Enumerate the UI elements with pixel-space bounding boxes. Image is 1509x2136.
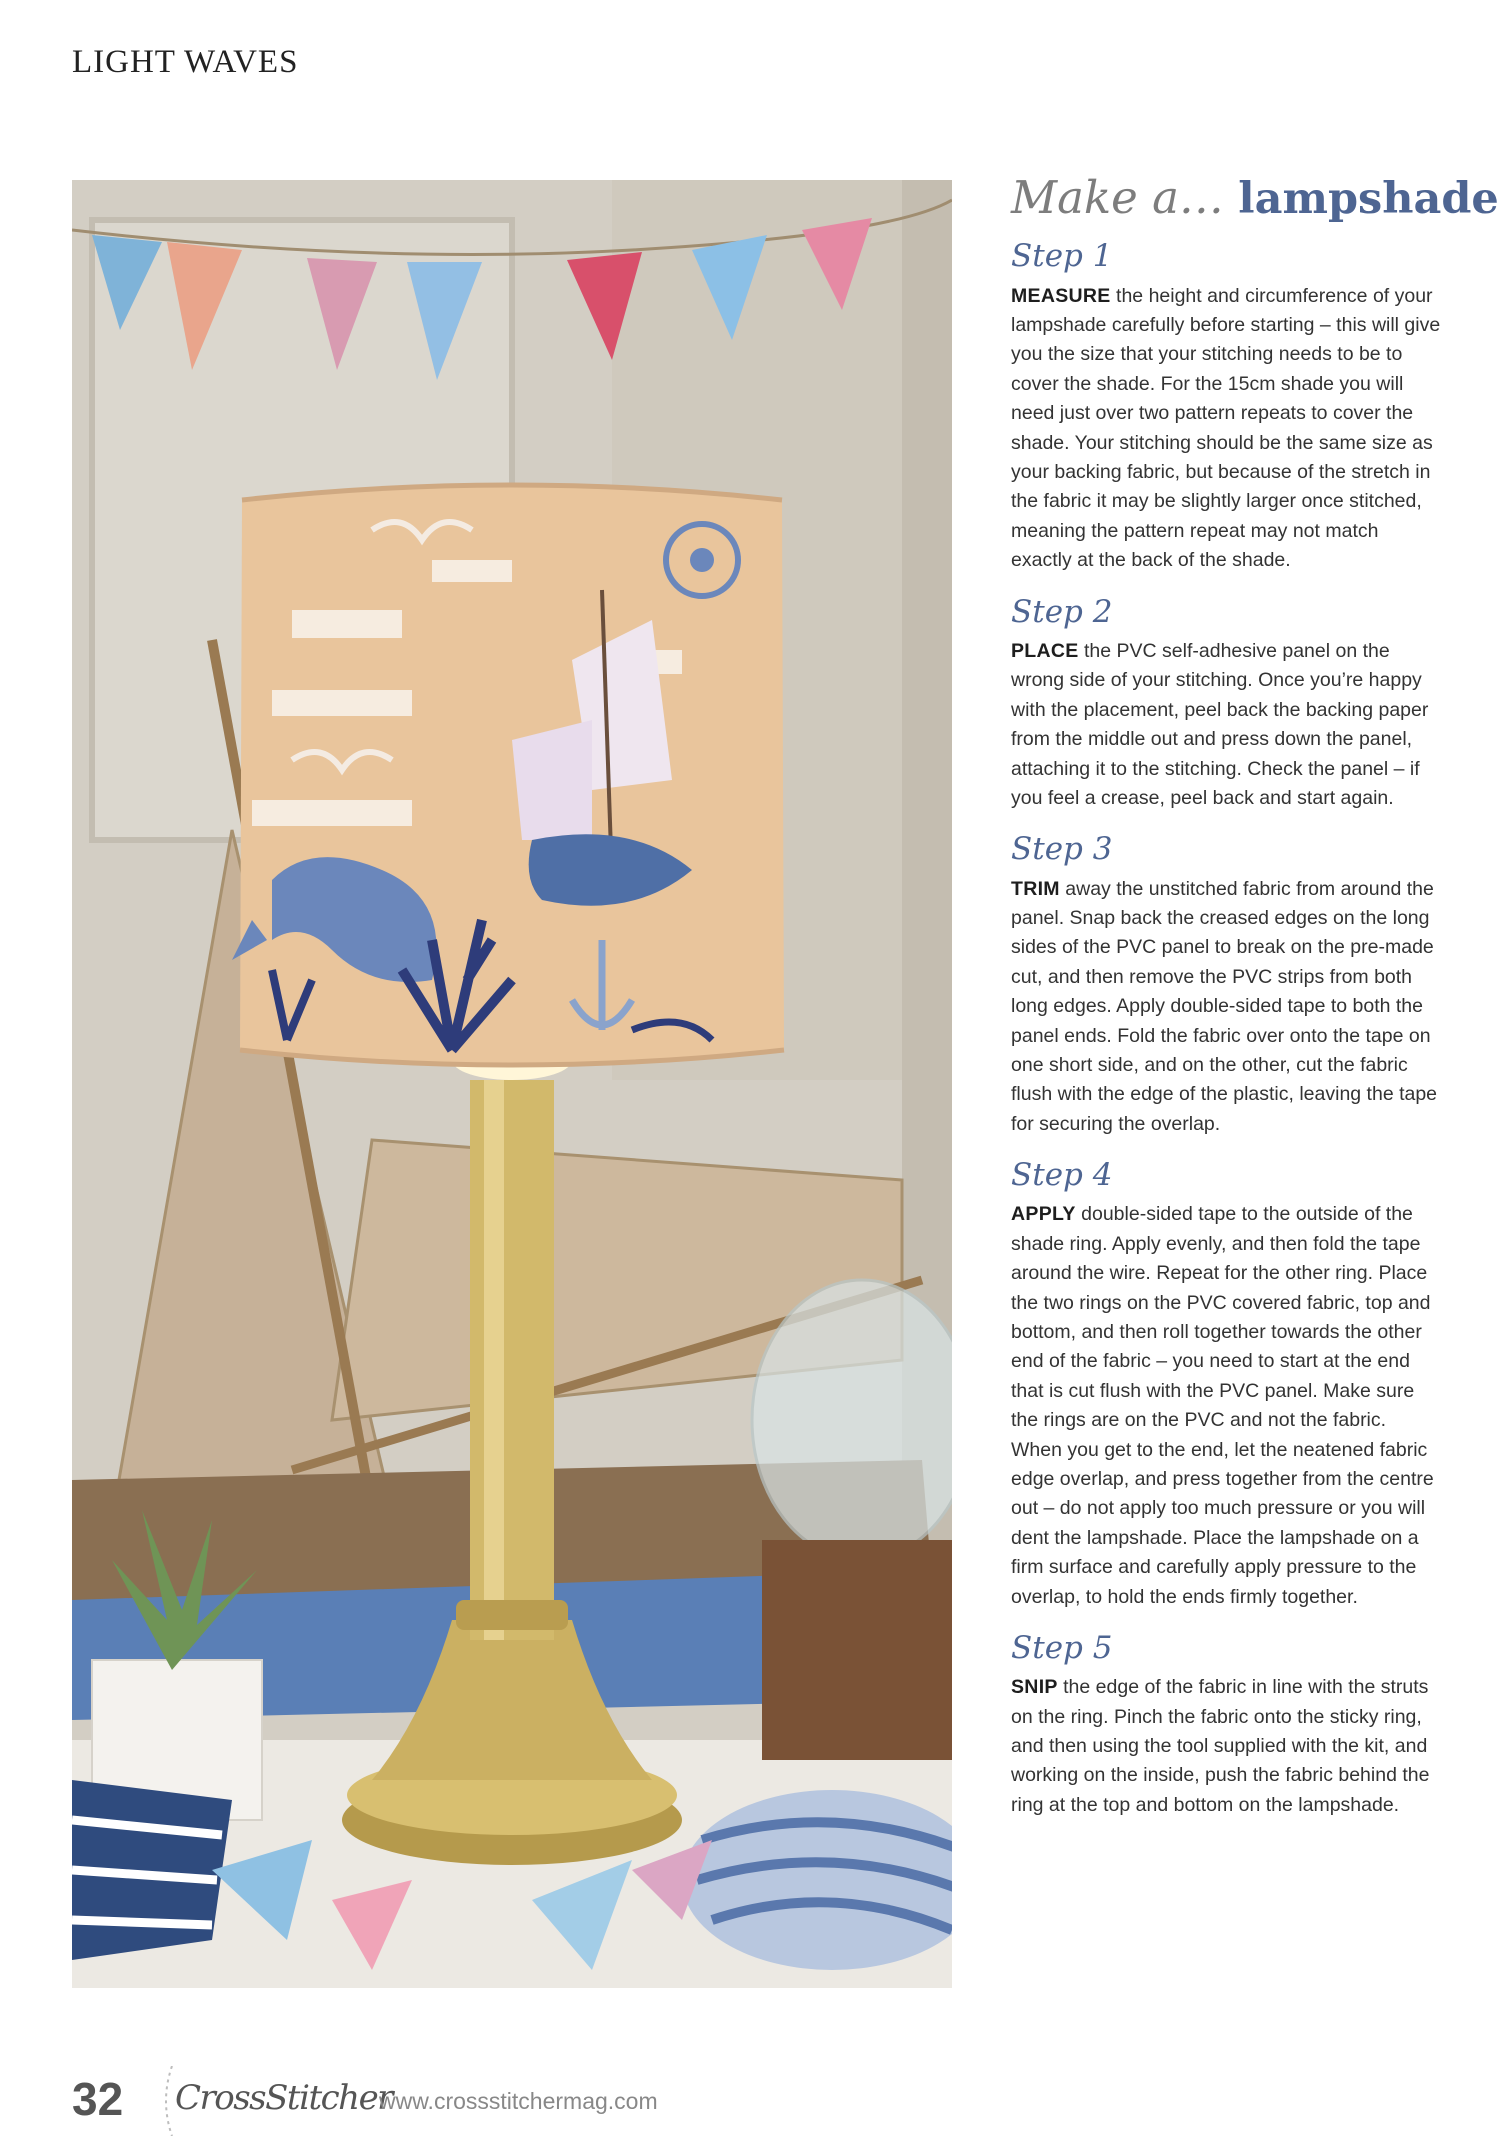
step-keyword: APPLY — [1011, 1203, 1076, 1226]
step-body — [1011, 637, 1441, 813]
step-text: double-sided tape to the outside of the shade ring. Apply evenly, and then fold the tape around the wire. Repeat for the other ring. Place the two rings on the PVC covered fabric, top and bottom, and then roll together towards the other end of the fabric – you need to start at the end that is cut flush with the PVC panel. Make sure the rings are on the PVC and not the fabric. When you get to the end, let the neatened fabric edge overlap, and press together from the centre out – do not apply too much pressure or you will dent the lampshade. Place the lampshade on a firm surface and carefully apply pressure to the overlap, to hold the ends firmly together. — [1011, 1203, 1434, 1608]
step-title: Step 4 — [1011, 1157, 1113, 1194]
title-main: lampshade — [1238, 174, 1499, 224]
step-body — [1011, 282, 1441, 576]
page-number: 32 — [72, 2073, 124, 2125]
step-3 — [1011, 831, 1441, 1139]
step-text: away the unstitched fabric from around the panel. Snap back the creased edges on the long sides of the PVC panel to break on the pre-made cut, and then remove the PVC strips from both long edges. Apply double-sided tape to both the panel ends. Fold the fabric over onto the tape on one short side, and on the other, cut the fabric flush with the edge of the plastic, leaving the tape for securing the overlap. — [1011, 877, 1438, 1135]
step-1 — [1011, 238, 1441, 575]
step-body — [1011, 875, 1441, 1140]
step-text: the edge of the fabric in line with the struts on the ring. Pinch the fabric onto the sticky ring, and then using the tool supplied with the kit, and working on the inside, push the fabric behind the ring at the top and bottom on the lampshade. — [1011, 1676, 1430, 1816]
step-title: Step 1 — [1011, 238, 1113, 275]
step-2 — [1011, 594, 1441, 814]
step-5 — [1011, 1630, 1441, 1820]
article-title — [1011, 171, 1499, 224]
step-title: Step 5 — [1011, 1630, 1113, 1667]
step-body — [1011, 1673, 1441, 1820]
step-text: the PVC self-adhesive panel on the wrong side of your stitching. Once you’re happy with the placement, peel back the backing paper from the middle out and press down the panel, attaching it to the stitching. Check the panel – if you feel a crease, peel back and start again. — [1011, 639, 1429, 809]
step-keyword: PLACE — [1011, 639, 1079, 662]
step-title: Step 3 — [1011, 831, 1113, 868]
step-4 — [1011, 1157, 1441, 1612]
title-prefix: Make a… — [1011, 171, 1224, 224]
step-text: the height and circumference of your lampshade carefully before starting – this will give you the size that your stitching needs to be to cover the shade. For the 15cm shade you will need just over two pattern repeats to cover the shade. Your stitching should be the same size as your backing fabric, but because of the stretch in the fabric it may be slightly larger once stitched, meaning the pattern repeat may not match exactly at the back of the shade. — [1011, 284, 1441, 572]
article — [1011, 171, 1499, 1838]
step-keyword: MEASURE — [1011, 284, 1111, 307]
section-label: LIGHT WAVES — [72, 44, 299, 80]
step-keyword: TRIM — [1011, 877, 1060, 900]
website-url[interactable]: www.crossstitchermag.com — [379, 2088, 658, 2114]
brand-logo: CrossStitcher — [175, 2078, 392, 2118]
step-title: Step 2 — [1011, 593, 1113, 630]
lampshade-photo — [72, 180, 952, 1988]
step-body — [1011, 1200, 1441, 1612]
step-keyword: SNIP — [1011, 1676, 1058, 1699]
footer — [72, 2072, 872, 2132]
